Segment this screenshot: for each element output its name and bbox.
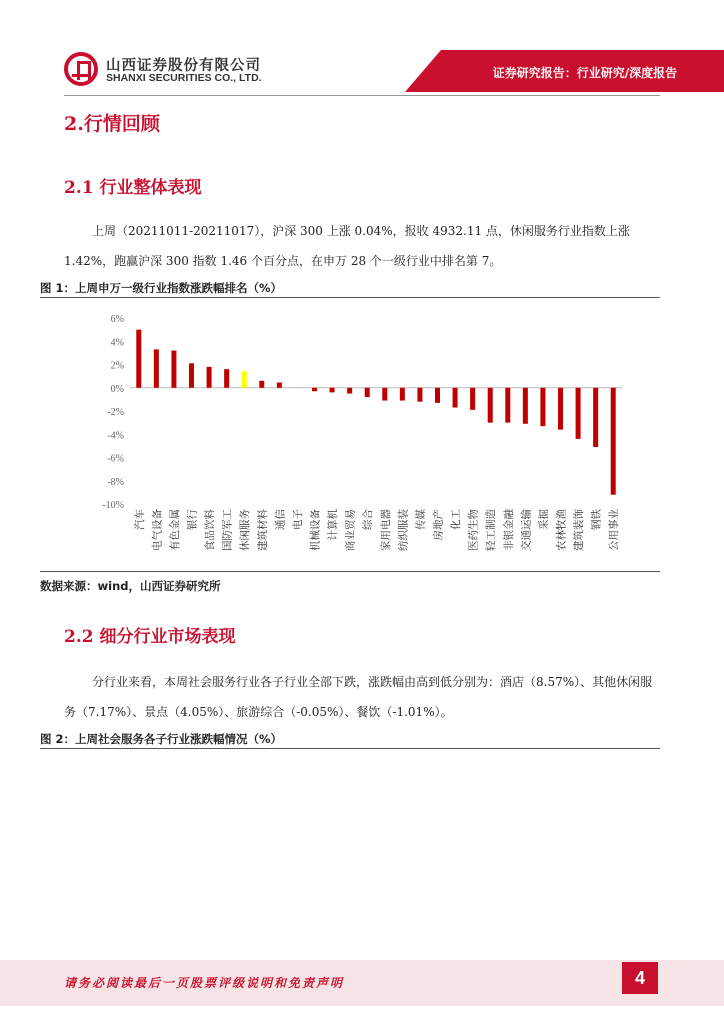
x-tick-label: 建筑装饰 (573, 509, 586, 551)
bar (136, 330, 141, 388)
x-tick-label: 非银金融 (502, 509, 515, 551)
x-tick-label: 家用电器 (379, 509, 392, 551)
subsection-title-1: 2.1 行业整体表现 (64, 178, 202, 198)
subsection-title-2: 2.2 细分行业市场表现 (64, 627, 236, 647)
x-tick-label: 电子 (291, 509, 304, 530)
bar (171, 351, 176, 388)
data-source-note: 数据来源：wind，山西证券研究所 (40, 579, 221, 593)
company-name-en: SHANXI SECURITIES CO., LTD. (106, 72, 262, 84)
bar (259, 381, 264, 388)
x-tick-label: 计算机 (327, 509, 340, 541)
x-tick-label: 轻工制造 (485, 509, 498, 551)
bar (523, 388, 528, 424)
x-tick-label: 采掘 (537, 509, 550, 530)
bar (189, 363, 194, 387)
section-title: 2.行情回顾 (64, 113, 160, 135)
industry-bar-chart (40, 299, 660, 569)
figure-1-title: 图 1：上周申万一级行业指数涨跌幅排名（%） (40, 281, 283, 295)
x-tick-label: 银行 (186, 509, 199, 530)
header-divider (64, 95, 660, 96)
x-tick-label: 综合 (362, 509, 375, 530)
y-tick-label: 4% (110, 337, 124, 349)
x-tick-label: 化工 (450, 509, 463, 530)
x-tick-label: 建筑材料 (256, 509, 269, 551)
y-tick-label: -10% (102, 500, 124, 511)
figure-1-bottom-rule (40, 571, 660, 572)
bar (417, 388, 422, 402)
bar (330, 388, 335, 393)
x-tick-label: 交通运输 (520, 509, 533, 551)
bar (224, 369, 229, 388)
bar (576, 388, 581, 439)
footer-disclaimer: 请务必阅读最后一页股票评级说明和免责声明 (64, 976, 345, 990)
x-tick-label: 通信 (274, 509, 287, 530)
x-tick-label: 食品饮料 (204, 509, 217, 551)
x-tick-label: 汽车 (133, 509, 146, 530)
x-tick-label: 机械设备 (309, 509, 322, 551)
bar (540, 388, 545, 426)
bar (347, 388, 352, 394)
bar (382, 388, 387, 401)
bar (207, 367, 212, 388)
bar (593, 388, 598, 447)
bar (242, 371, 247, 388)
x-tick-label: 公用事业 (608, 509, 621, 551)
bar (435, 388, 440, 403)
bar (611, 388, 616, 495)
bar (400, 388, 405, 401)
paragraph-overall: 上周（20211011-20211017），沪深 300 上涨 0.04%，报收 4932.11 点，休闲服务行业指数上涨 1.42%，跑赢沪深 300 指数 1.46 个百分点，在申万 28 个一级行业中排名第 7。 (64, 224, 630, 268)
x-tick-label: 电气设备 (151, 509, 164, 551)
y-tick-label: 6% (110, 314, 124, 325)
bar (154, 349, 159, 387)
figure-1-top-rule (40, 297, 660, 298)
company-logo-icon (64, 52, 98, 86)
x-tick-label: 休闲服务 (239, 509, 252, 551)
bar (365, 388, 370, 397)
x-tick-label: 房地产 (432, 509, 445, 541)
x-tick-label: 医药生物 (467, 509, 480, 551)
bar (470, 388, 475, 410)
report-type-label: 证券研究报告：行业研究/深度报告 (492, 66, 678, 80)
y-tick-label: -8% (107, 476, 124, 488)
bar (558, 388, 563, 430)
page-header (0, 0, 724, 98)
bar (488, 388, 493, 423)
company-name-cn: 山西证券股份有限公司 (106, 58, 261, 74)
y-tick-label: -6% (107, 453, 124, 465)
x-tick-label: 传媒 (414, 509, 427, 530)
paragraph-sub-industry: 分行业来看，本周社会服务行业各子行业全部下跌，涨跌幅由高到低分别为：酒店（8.57%）、其他休闲服务（7.17%）、景点（4.05%）、旅游综合（-0.05%）、餐饮（-1.01%）。 (64, 675, 653, 719)
x-tick-label: 农林牧渔 (555, 509, 568, 551)
bar (277, 383, 282, 388)
y-tick-label: 2% (110, 360, 124, 372)
bar (505, 388, 510, 423)
bar (312, 388, 317, 391)
x-tick-label: 有色金属 (168, 509, 181, 551)
x-tick-label: 钢铁 (590, 509, 603, 530)
x-tick-label: 商业贸易 (344, 509, 357, 551)
y-tick-label: -2% (107, 407, 124, 418)
page-number: 4 (622, 962, 658, 994)
figure-2-title: 图 2：上周社会服务各子行业涨跌幅情况（%） (40, 732, 283, 746)
figure-2-top-rule (40, 748, 660, 749)
y-tick-label: 0% (110, 383, 124, 395)
x-tick-label: 国防军工 (221, 509, 234, 551)
x-tick-label: 纺织服装 (397, 509, 410, 551)
bar (453, 388, 458, 408)
y-tick-label: -4% (107, 430, 124, 442)
